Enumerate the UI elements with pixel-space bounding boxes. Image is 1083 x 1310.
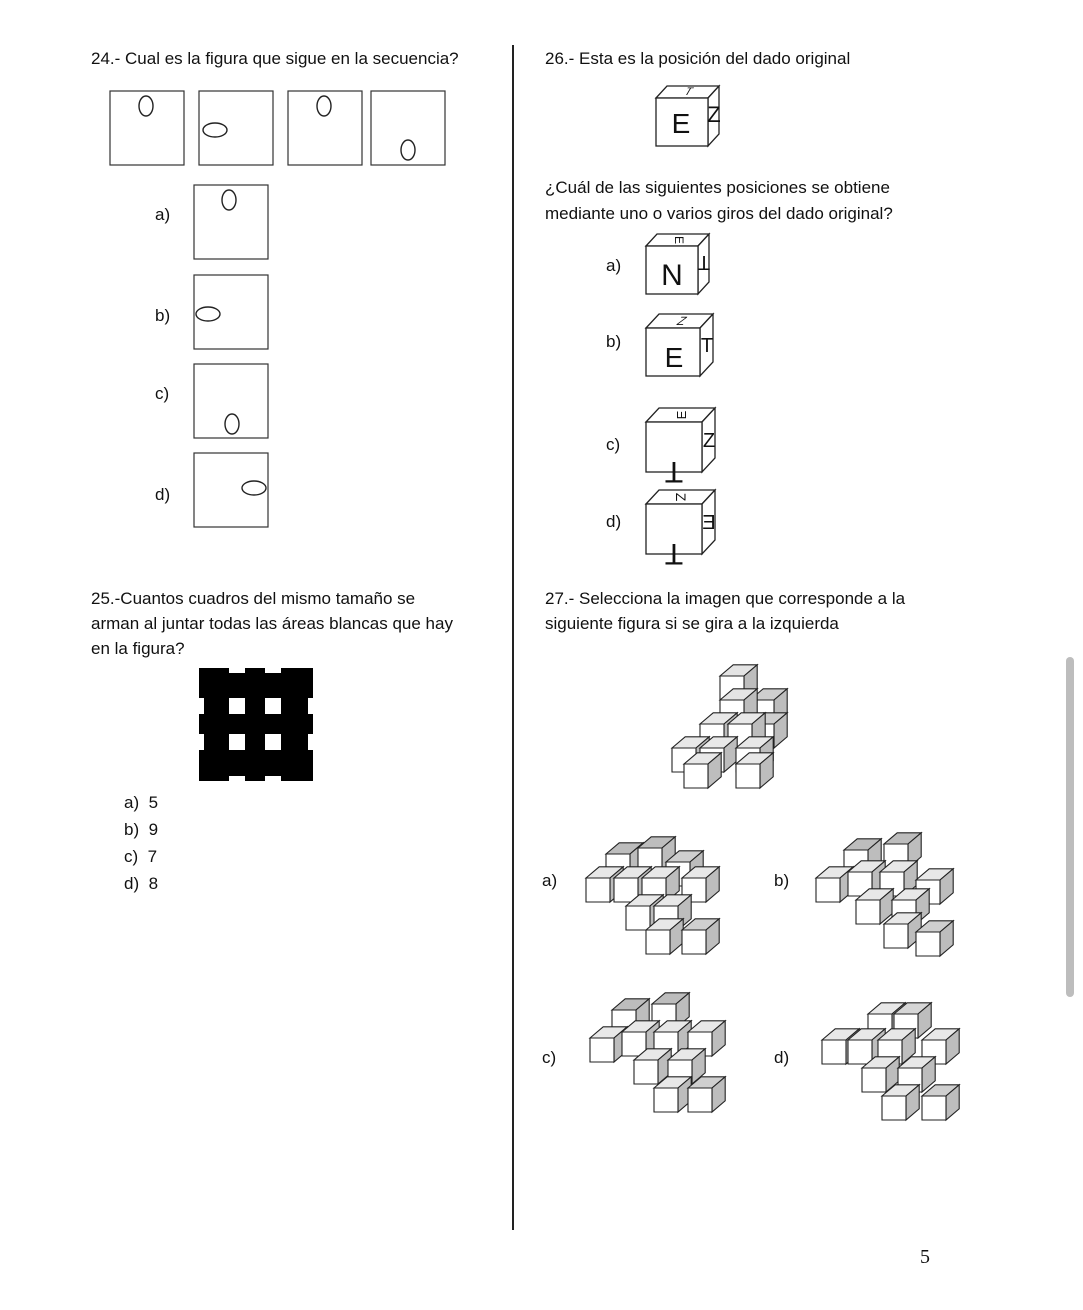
- q27-title-line-1: 27.- Selecciona la imagen que corresponde a la: [545, 589, 906, 608]
- q26-title: 26.- Esta es la posición del dado original: [545, 49, 851, 68]
- q26-option-d-label: d): [606, 512, 622, 531]
- q26-question-line-1: ¿Cuál de las siguientes posiciones se obtiene: [545, 178, 890, 197]
- q25-option-c[interactable]: [124, 844, 157, 869]
- q24-title: 24.- Cual es la figura que sigue en la secuencia?: [91, 49, 459, 68]
- q26-option-a-top: E: [672, 235, 686, 245]
- q27-option-d-label: d): [774, 1048, 790, 1067]
- q24-option-d-label: d): [155, 485, 171, 504]
- q25-option-d-label: d): [124, 874, 140, 893]
- q25-option-b-label: b): [124, 820, 140, 839]
- q26-option-d-front: T: [664, 537, 684, 570]
- q26-option-b-die[interactable]: [643, 312, 715, 380]
- q26-option-d-die[interactable]: [643, 488, 719, 570]
- q27-option-b-label: b): [774, 871, 790, 890]
- q25-option-d-value: 8: [148, 874, 159, 893]
- cube: [682, 919, 719, 954]
- q25-option-c-label: c): [124, 847, 139, 866]
- q26-option-c-side: Z: [702, 430, 716, 452]
- q25-title-line-3: en la figura?: [91, 639, 185, 658]
- vertical-scrollbar[interactable]: [1066, 657, 1074, 997]
- q25-title-line-1: 25.-Cuantos cuadros del mismo tamaño se: [91, 589, 416, 608]
- q24-option-d-figure[interactable]: [192, 451, 272, 531]
- q26-option-b-label: b): [606, 332, 622, 351]
- q25-option-b[interactable]: [124, 817, 158, 842]
- cube: [922, 1085, 959, 1120]
- page-number: 5: [920, 1246, 930, 1268]
- q27-option-c-figure[interactable]: [582, 992, 722, 1132]
- q26-option-c-front: T: [664, 455, 684, 488]
- q24-option-c-figure[interactable]: [192, 362, 272, 442]
- q26-original-die-top: T: [681, 84, 696, 98]
- q26-option-d-side: E: [702, 512, 716, 534]
- q25-title-line-2: arman al juntar todas las áreas blancas que hay: [91, 614, 453, 633]
- q26-option-c-top: E: [674, 410, 689, 420]
- q27-option-a-label: a): [542, 871, 558, 890]
- q27-option-a-figure[interactable]: [578, 826, 718, 966]
- q24-option-c-label: c): [155, 384, 170, 403]
- q26-option-a-side: T: [697, 251, 711, 273]
- q24-option-b-figure[interactable]: [192, 273, 272, 353]
- q26-original-die-front: E: [671, 108, 691, 139]
- q27-option-c-label: c): [542, 1048, 557, 1067]
- q26-option-d-top: Z: [673, 492, 689, 502]
- q26-option-c-label: c): [606, 435, 621, 454]
- q24-option-b-label: b): [155, 306, 171, 325]
- q26-original-die-side: Z: [707, 102, 721, 127]
- q25-option-c-value: 7: [147, 847, 158, 866]
- q25-option-a-label: a): [124, 793, 140, 812]
- q24-option-a-label: a): [155, 205, 171, 224]
- q27-option-b-figure[interactable]: [808, 832, 948, 962]
- q26-question-line-2: mediante uno o varios giros del dado original?: [545, 204, 893, 223]
- q27-reference-figure: [664, 652, 814, 792]
- q26-option-c-die[interactable]: [643, 406, 719, 488]
- q26-option-b-side: T: [700, 335, 714, 357]
- q24-option-a-figure[interactable]: [192, 183, 272, 263]
- q24-sequence: [105, 88, 450, 170]
- q25-option-d[interactable]: [124, 871, 158, 896]
- q25-option-b-value: 9: [148, 820, 159, 839]
- q27-option-d-figure[interactable]: [818, 1000, 958, 1135]
- q26-option-b-front: E: [664, 342, 684, 373]
- q26-option-a-front: N: [661, 259, 683, 292]
- q25-option-a-value: 5: [148, 793, 159, 812]
- q25-grid-figure: [199, 668, 314, 782]
- q27-title-line-2: siguiente figura si se gira a la izquierda: [545, 614, 839, 633]
- q25-option-a[interactable]: [124, 790, 158, 815]
- q26-option-a-die[interactable]: [643, 232, 715, 298]
- q26-option-a-label: a): [606, 256, 622, 275]
- column-divider: [512, 45, 514, 1230]
- q26-original-die: [653, 84, 723, 150]
- q26-option-b-top: Z: [674, 313, 690, 328]
